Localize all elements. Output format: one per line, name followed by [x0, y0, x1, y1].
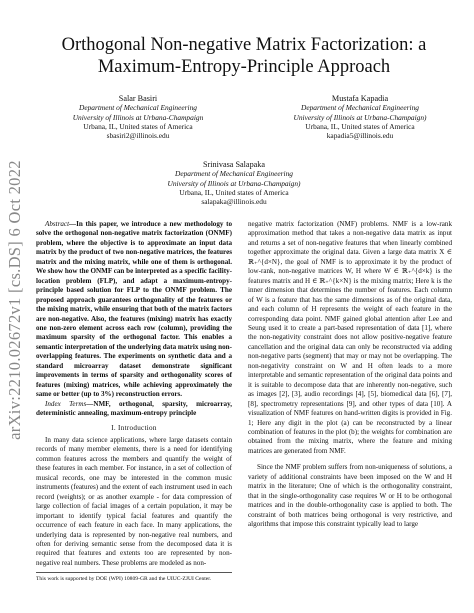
author-block-3 [134, 160, 334, 206]
author-dept: Department of Mechanical Engineering [78, 103, 197, 113]
intro-paragraph: In many data science applications, where large datasets contain records of many member elements, there is a need for identifying common features across the members and quantify the weight of these features in each member. For instance, in a set of collection of musical records, one may be interested in the common music instruments (features) and the extent of each instrument used in each record (weights); or as another example - for data compression of large collection of facial images of a certain population, it may be important to identify typical facial features and quantify the occurrence of each feature in each face. In many applications, the underlying data is represented by non-negative real numbers, and often for deriving semantic sense from the decomposed data it is required that features and extents too are represented by non-negative real numbers. These problems are modeled as non- [36, 435, 232, 567]
abstract-text: —In this paper, we introduce a new methodology to solve the orthogonal non-negative matrix factorization (ONMF) problem, where the objective is to approximate an input data matrix by the product of two non-negative matrices, the features matrix and the mixing matrix, while one of them is orthogonal. We show how the ONMF can be interpreted as a specific facility-location problem (FLP), and adapt a maximum-entropy-principle based solution for FLP to the ONMF problem. The proposed approach guarantees orthogonality of the features or the mixing matrix, while ensuring that both of the matrix factors are non-negative. Also, the features (mixing) matrix has exactly one non-zero element across each row (column), providing the maximum sparsity of the orthogonal factor. This enables a semantic interpretation of the underlying data matrix using non-overlapping features. The experiments on synthetic data and a standard microarray dataset demonstrate significant improvements in terms of sparsity and orthogonality scores of features (mixing) matrices, while achieving approximately the same or better (up to 3%) reconstruction errors. [36, 220, 232, 399]
section-heading: I. Introduction [111, 423, 157, 432]
right-column [248, 220, 452, 530]
left-column [36, 220, 232, 568]
author-name: Srinivasa Salapaka [202, 160, 266, 169]
author-dept: Department of Mechanical Engineering [300, 103, 419, 113]
author-location: Urbana, IL, United states of America [83, 121, 193, 131]
author-dept: Department of Mechanical Engineering [174, 169, 293, 179]
author-name: Mustafa Kapadia [331, 94, 389, 103]
footnote: This work is supported by DOE (WPI) 10809-GR and the UIUC-ZJUI Center. [36, 572, 232, 583]
paper-title [34, 34, 454, 78]
arxiv-stamp [4, 110, 26, 490]
author-location: Urbana, IL, United states of America [305, 121, 415, 131]
index-terms-text: —NMF, orthogonal, sparsity, microarray, deterministic annealing, maximum-entropy principle [36, 399, 232, 418]
body-paragraph-1: negative matrix factorization (NMF) problems. NMF is a low-rank approximation method that takes a non-negative data matrix as input and returns a set of non-negative features that when linearly combined together approximate the original data. Given a large data matrix X ∈ ℝ₊^{d×N}, the goal of NMF is to approximate it by the product of low-rank, non-negative matrices W, H where W ∈ ℝ₊^{d×k} is the features matrix and H ∈ ℝ₊^{k×N} is the mixing matrix; Here k is the inner dimension that determines the number of features. Each column of W is a feature that has the same dimensions as of the original data, and each column of H represents the weight of each feature in the corresponding data point. NMF gained global attention after Lee and Seung used it to create a part-based representation of data [1], where the non-negativity constraint does not allow positive-negative feature cancellation and the original data can only be reconstructed via adding non-negative parts (segment) that may or may not be overlapping. The non-negativity constraint on W and H often leads to a more interpretable and semantic representation of the original data points and it is suitable to decompose data that are inherently non-negative, such as images [2], [3], audio recordings [4], [5], biomedical data [6], [7], [8], spectrometry representations [9], and other types of data [10]. A visualization of NMF features on hand-written digits is provided in Fig. 1; Here any digit in the plot (a) can be reconstructed by a linear combination of features in the plot (b); the weights for combination are obtained from the mixing matrix, where the feature and mixing matrices are generated from NMF. [248, 220, 452, 455]
index-terms [36, 400, 232, 419]
author-name: Salar Basiri [118, 94, 158, 103]
index-terms-label: Index Terms [45, 399, 87, 408]
author-block-2 [260, 94, 460, 140]
author-univ: University of Illinois at Urbana-Champaign) [167, 178, 301, 188]
abstract [36, 220, 232, 400]
author-block-1 [38, 94, 238, 140]
author-email: sbasiri2@illinois.edu [106, 131, 170, 141]
title-line-2: Maximum-Entropy-Principle Approach [97, 57, 391, 77]
author-univ: University of Illinois at Urbana-Champaign [72, 112, 204, 122]
body-paragraph-2: Since the NMF problem suffers from non-uniqueness of solutions, a variety of additional constraints have been imposed on the W and H matrix in the literature; One of which is the orthogonality constraint, that in the single-orthogonality case requires W or H to be orthogonal matrices and in the double-orthogonality case is applied to both. The constraint of both matrices being orthogonal is very restrictive, and algorithms that impose this constraint typically lead to large [248, 463, 452, 529]
author-univ: University of Illinois at Urbana-Champaign) [293, 112, 427, 122]
author-email: kapadia5@illinois.edu [326, 131, 394, 141]
author-email: salapaka@illinois.edu [201, 197, 267, 207]
abstract-label: Abstract [45, 220, 70, 228]
title-line-1: Orthogonal Non-negative Matrix Factorization: a [61, 35, 427, 55]
author-location: Urbana, IL, United states of America [179, 187, 289, 197]
arxiv-stamp-text: arXiv:2210.02672v1 [cs.DS] 6 Oct 2022 [5, 160, 24, 440]
